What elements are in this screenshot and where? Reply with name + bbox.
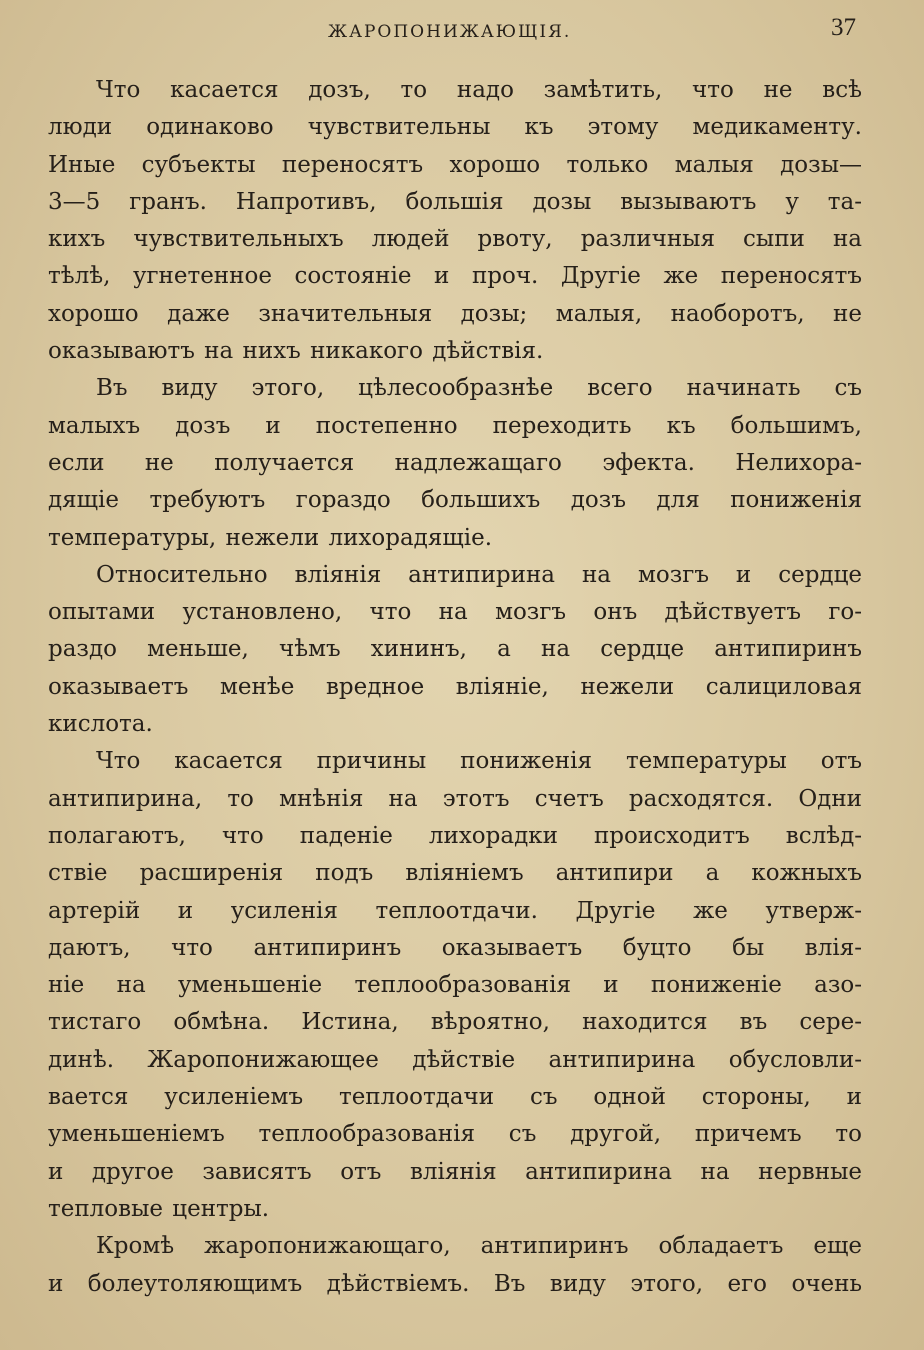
text-line: тепловые центры. (48, 1195, 270, 1222)
text-line: полагаютъ, что паденіе лихорадки происходитъ вслѣд- (48, 822, 862, 849)
text-line: 3—5 гранъ. Напротивъ, большія дозы вызываютъ у та- (48, 188, 862, 215)
text-line: люди одинаково чувствительны къ этому медикаменту. (48, 114, 862, 141)
text-line: дящіе требуютъ гораздо большихъ дозъ для пониженія (48, 487, 862, 514)
paragraph (48, 743, 862, 1228)
text-line: оказываетъ менѣе вредное вліяніе, нежели салициловая (48, 673, 862, 700)
text-line: Что касается дозъ, то надо замѣтить, что не всѣ (96, 77, 862, 103)
text-line: Въ виду этого, цѣлесообразнѣе всего начинать съ (96, 375, 862, 402)
paragraph (48, 557, 862, 743)
text-line: и другое зависятъ отъ вліянія антипирина на нервные (48, 1158, 862, 1185)
text-line: кислота. (48, 711, 153, 738)
text-line: опытами установлено, что на мозгъ онъ дѣйствуетъ го- (48, 599, 862, 626)
text-line: Относительно вліянія антипирина на мозгъ и сердце (96, 561, 862, 588)
running-head (0, 14, 924, 50)
text-line: даютъ, что антипиринъ оказываетъ буцто бы влія- (48, 934, 862, 961)
text-line: температуры, нежели лихорадящіе. (48, 524, 492, 551)
text-line: антипирина, то мнѣнія на этотъ счетъ расходятся. Одни (48, 785, 862, 812)
text-line: Что касается причины пониженія температуры отъ (96, 748, 862, 775)
body-text (48, 72, 862, 1303)
text-line: и болеутоляющимъ дѣйствіемъ. Въ виду этого, его очень (48, 1270, 862, 1297)
text-line: тѣлѣ, угнетенное состояніе и проч. Другіе же переносятъ (48, 263, 862, 290)
text-line: вается усиленіемъ теплоотдачи съ одной стороны, и (48, 1084, 862, 1111)
text-line: кихъ чувствительныхъ людей рвоту, различныя сыпи на (48, 226, 862, 253)
text-line: оказываютъ на нихъ никакого дѣйствія. (48, 338, 544, 365)
paragraph (48, 1228, 862, 1303)
text-line: уменьшеніемъ теплообразованія съ другой, причемъ то (48, 1121, 862, 1148)
text-line: тистаго обмѣна. Истина, вѣроятно, находится въ сере- (48, 1009, 862, 1036)
text-line: малыхъ дозъ и постепенно переходить къ большимъ, (48, 412, 862, 439)
text-line: ствіе расширенія подъ вліяніемъ антипири а кожныхъ (48, 860, 862, 887)
text-line: хорошо даже значительныя дозы; малыя, наоборотъ, не (48, 300, 862, 327)
text-line: артерій и усиленія теплоотдачи. Другіе же утверж- (48, 897, 862, 924)
text-line: Иные субъекты переносятъ хорошо только малыя дозы— (48, 151, 862, 178)
paragraph (48, 370, 862, 556)
text-line: ніе на уменьшеніе теплообразованія и пониженіе азо- (48, 972, 862, 999)
text-line: Кромѣ жаропонижающаго, антипиринъ обладаетъ еще (96, 1233, 862, 1260)
text-line: если не получается надлежащаго эфекта. Нелихора- (48, 449, 862, 476)
text-line: раздо меньше, чѣмъ хининъ, а на сердце антипиринъ (48, 636, 862, 663)
paragraph (48, 72, 862, 370)
text-line: динѣ. Жаропонижающее дѣйствіе антипирина обусловли- (48, 1046, 862, 1073)
running-title: ЖАРОПОНИЖАЮЩІЯ. (328, 22, 572, 42)
page-number: 37 (831, 14, 856, 41)
